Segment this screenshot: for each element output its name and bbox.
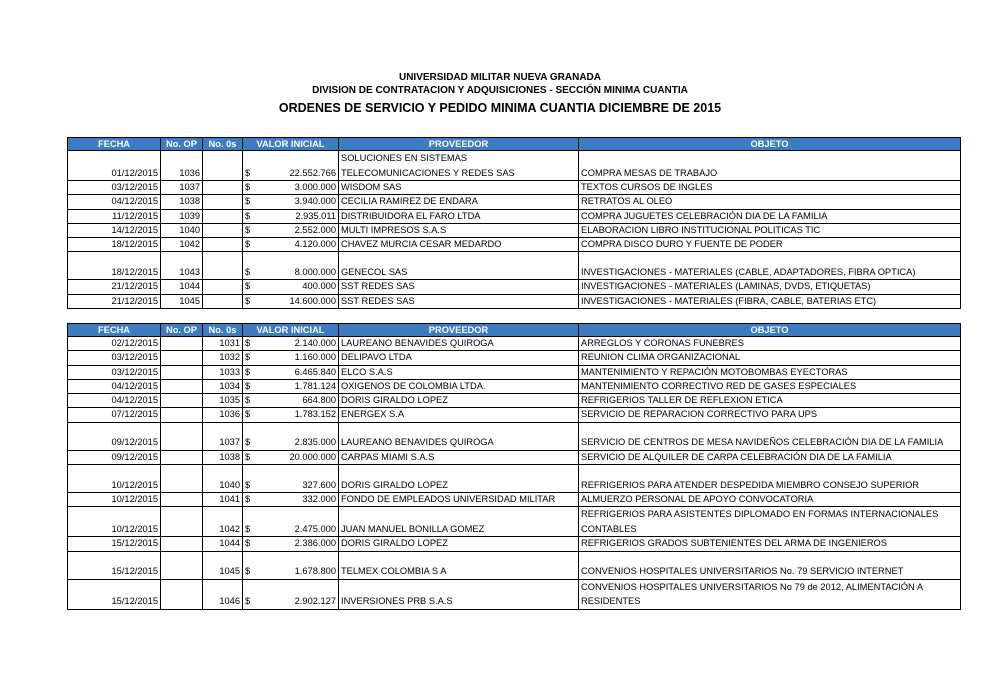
- cell-no-op: [161, 365, 203, 379]
- cell-no-op: [161, 551, 203, 579]
- cell-valor-inicial: [243, 252, 339, 280]
- cell-fecha: 10/12/2015: [68, 465, 161, 493]
- cell-proveedor: DORIS GIRALDO LOPEZ: [339, 394, 579, 408]
- cell-fecha: 09/12/2015: [68, 450, 161, 464]
- cell-no-op: [161, 450, 203, 464]
- cell-no-os: [203, 294, 243, 308]
- cell-no-op: 1043: [161, 252, 203, 280]
- cell-valor-inicial: [243, 379, 339, 393]
- cell-objeto: COMPRA DISCO DURO Y FUENTE DE PODER: [579, 238, 961, 252]
- currency-symbol: $: [245, 182, 251, 192]
- currency-symbol: $: [245, 196, 251, 207]
- cell-no-os: [203, 181, 243, 195]
- cell-no-op: 1042: [161, 238, 203, 252]
- currency-symbol: $: [245, 281, 251, 292]
- cell-no-op: 1045: [161, 294, 203, 308]
- document-title: ORDENES DE SERVICIO Y PEDIDO MINIMA CUANTIA DICIEMBRE DE 2015: [278, 101, 722, 115]
- cell-objeto: SERVICIO DE ALQUILER DE CARPA CELEBRACIÓN DIA DE LA FAMILIA: [579, 450, 961, 464]
- currency-symbol: $: [245, 366, 251, 377]
- table-body: [68, 151, 961, 309]
- cell-no-os: [203, 209, 243, 223]
- cell-no-os: [203, 195, 243, 209]
- table-row: [68, 209, 961, 223]
- cell-fecha: 18/12/2015: [68, 252, 161, 280]
- table-row: [68, 337, 961, 351]
- cell-objeto: REFRIGERIOS GRADOS SUBTENIENTES DEL ARMA DE INGENIEROS: [579, 537, 961, 551]
- table-row: [68, 422, 961, 450]
- cell-objeto: INVESTIGACIONES - MATERIALES (CABLE, ADAPTADORES, FIBRA OPTICA): [579, 252, 961, 280]
- cell-no-os: 1031: [203, 337, 243, 351]
- cell-valor-inicial: [243, 465, 339, 493]
- cell-fecha: 04/12/2015: [68, 195, 161, 209]
- amount-value: 2.475.000: [294, 524, 336, 535]
- cell-objeto: REFRIGERIOS PARA ASISTENTES DIPLOMADO EN FORMAS INTERNACIONALES CONTABLES: [579, 507, 961, 537]
- cell-proveedor: OXIGENOS DE COLOMBIA LTDA.: [339, 379, 579, 393]
- cell-valor-inicial: [243, 195, 339, 209]
- cell-fecha: 04/12/2015: [68, 379, 161, 393]
- cell-fecha: 21/12/2015: [68, 294, 161, 308]
- amount-value: 3.000.000: [294, 182, 336, 192]
- cell-no-op: [161, 465, 203, 493]
- cell-proveedor: MULTI IMPRESOS S.A.S: [339, 223, 579, 237]
- amount-value: 327.600: [302, 479, 336, 490]
- col-valor-inicial: VALOR INICIAL: [243, 324, 339, 337]
- cell-no-op: 1038: [161, 195, 203, 209]
- table-row: [68, 408, 961, 422]
- currency-symbol: $: [245, 380, 251, 391]
- currency-symbol: $: [245, 239, 251, 250]
- col-proveedor: PROVEEDOR: [339, 324, 579, 337]
- cell-fecha: 10/12/2015: [68, 507, 161, 537]
- cell-proveedor: ENERGEX S.A: [339, 408, 579, 422]
- cell-objeto: TEXTOS CURSOS DE INGLES: [579, 181, 961, 195]
- cell-no-op: [161, 493, 203, 507]
- cell-fecha: 10/12/2015: [68, 493, 161, 507]
- amount-value: 2.935.011: [295, 210, 336, 221]
- cell-fecha: 03/12/2015: [68, 351, 161, 365]
- cell-no-os: 1033: [203, 365, 243, 379]
- cell-valor-inicial: [243, 537, 339, 551]
- cell-valor-inicial: [243, 280, 339, 294]
- table-row: [68, 294, 961, 308]
- cell-no-op: [161, 394, 203, 408]
- cell-no-os: 1046: [203, 579, 243, 609]
- amount-value: 1.160.000: [294, 352, 336, 363]
- cell-no-op: [161, 408, 203, 422]
- table-row: [68, 238, 961, 252]
- col-no-op: No. OP: [161, 324, 203, 337]
- col-no-op: No. OP: [161, 138, 203, 151]
- cell-no-op: 1040: [161, 223, 203, 237]
- cell-fecha: 14/12/2015: [68, 223, 161, 237]
- cell-proveedor: DORIS GIRALDO LOPEZ: [339, 537, 579, 551]
- col-no-os: No. 0s: [203, 324, 243, 337]
- cell-fecha: 03/12/2015: [68, 181, 161, 195]
- table-row: [68, 181, 961, 195]
- cell-no-op: [161, 579, 203, 609]
- cell-no-op: 1037: [161, 181, 203, 195]
- cell-no-op: [161, 337, 203, 351]
- cell-objeto: SERVICIO DE CENTROS DE MESA NAVIDEÑOS CELEBRACIÓN DIA DE LA FAMILIA: [579, 422, 961, 450]
- amount-value: 2.552.000: [294, 224, 336, 235]
- division-title: DIVISION DE CONTRATACION Y ADQUISICIONES - SECCIÓN MINIMA CUANTIA: [312, 85, 688, 96]
- cell-proveedor: SST REDES SAS: [339, 280, 579, 294]
- cell-no-op: 1044: [161, 280, 203, 294]
- cell-proveedor: LAUREANO BENAVIDES QUIROGA: [339, 422, 579, 450]
- currency-symbol: $: [245, 338, 251, 348]
- table-row: [68, 551, 961, 579]
- cell-fecha: 15/12/2015: [68, 551, 161, 579]
- cell-no-os: 1044: [203, 537, 243, 551]
- cell-valor-inicial: [243, 422, 339, 450]
- cell-no-os: 1040: [203, 465, 243, 493]
- cell-valor-inicial: [243, 294, 339, 308]
- amount-value: 6.465.840: [294, 366, 336, 377]
- table-row: [68, 579, 961, 609]
- cell-objeto: MANTENIMIENTO CORRECTIVO RED DE GASES ESPECIALES: [579, 379, 961, 393]
- cell-valor-inicial: [243, 209, 339, 223]
- cell-fecha: 04/12/2015: [68, 394, 161, 408]
- cell-proveedor: TELMEX COLOMBIA S A: [339, 551, 579, 579]
- currency-symbol: $: [245, 267, 251, 278]
- cell-no-op: [161, 507, 203, 537]
- amount-value: 4.120.000: [294, 239, 336, 250]
- cell-fecha: 15/12/2015: [68, 579, 161, 609]
- cell-proveedor: SOLUCIONES EN SISTEMAS TELECOMUNICACIONES Y REDES SAS: [339, 151, 579, 181]
- cell-fecha: 01/12/2015: [68, 151, 161, 181]
- cell-no-op: [161, 351, 203, 365]
- cell-no-os: [203, 238, 243, 252]
- orders-table-op: [67, 137, 961, 309]
- currency-symbol: $: [245, 409, 251, 420]
- col-proveedor: PROVEEDOR: [339, 138, 579, 151]
- cell-valor-inicial: [243, 450, 339, 464]
- cell-proveedor: SST REDES SAS: [339, 294, 579, 308]
- cell-objeto: REUNION CLIMA ORGANIZACIONAL: [579, 351, 961, 365]
- cell-no-os: 1032: [203, 351, 243, 365]
- cell-objeto: RETRATOS AL OLEO: [579, 195, 961, 209]
- cell-objeto: MANTENIMIENTO Y REPACIÓN MOTOBOMBAS EYECTORAS: [579, 365, 961, 379]
- amount-value: 1.678.800: [294, 566, 336, 577]
- amount-value: 2.902.127: [294, 596, 336, 607]
- amount-value: 3.940.000: [294, 196, 336, 207]
- cell-proveedor: DELIPAVO LTDA: [339, 351, 579, 365]
- table-row: [68, 151, 961, 181]
- cell-no-os: 1037: [203, 422, 243, 450]
- cell-valor-inicial: [243, 181, 339, 195]
- cell-fecha: 11/12/2015: [68, 209, 161, 223]
- cell-no-op: [161, 422, 203, 450]
- cell-proveedor: WISDOM SAS: [339, 181, 579, 195]
- cell-valor-inicial: [243, 551, 339, 579]
- cell-proveedor: ELCO S.A.S: [339, 365, 579, 379]
- table-row: [68, 450, 961, 464]
- cell-objeto: ELABORACION LIBRO INSTITUCIONAL POLITICAS TIC: [579, 223, 961, 237]
- cell-no-os: 1034: [203, 379, 243, 393]
- currency-symbol: $: [245, 596, 251, 607]
- table-body: [68, 337, 961, 610]
- cell-fecha: 09/12/2015: [68, 422, 161, 450]
- cell-proveedor: DORIS GIRALDO LOPEZ: [339, 465, 579, 493]
- cell-no-op: 1039: [161, 209, 203, 223]
- cell-objeto: REFRIGERIOS TALLER DE REFLEXION ETICA: [579, 394, 961, 408]
- table-row: [68, 223, 961, 237]
- cell-proveedor: CECILIA RAMIREZ DE ENDARA: [339, 195, 579, 209]
- cell-valor-inicial: [243, 408, 339, 422]
- table-row: [68, 195, 961, 209]
- currency-symbol: $: [245, 167, 251, 178]
- cell-fecha: 03/12/2015: [68, 365, 161, 379]
- currency-symbol: $: [245, 566, 251, 577]
- currency-symbol: $: [245, 494, 251, 505]
- table-row: [68, 280, 961, 294]
- cell-objeto: ARREGLOS Y CORONAS FUNEBRES: [579, 337, 961, 351]
- cell-fecha: 18/12/2015: [68, 238, 161, 252]
- cell-objeto: INVESTIGACIONES - MATERIALES (FIBRA, CABLE, BATERIAS ETC): [579, 294, 961, 308]
- cell-valor-inicial: [243, 365, 339, 379]
- cell-proveedor: DISTRIBUIDORA EL FARO LTDA: [339, 209, 579, 223]
- cell-no-op: 1036: [161, 151, 203, 181]
- table-row: [68, 493, 961, 507]
- cell-valor-inicial: [243, 238, 339, 252]
- currency-symbol: $: [245, 524, 251, 535]
- cell-no-os: 1045: [203, 551, 243, 579]
- col-fecha: FECHA: [68, 324, 161, 337]
- amount-value: 1.783.152: [294, 409, 336, 420]
- cell-fecha: 21/12/2015: [68, 280, 161, 294]
- col-objeto: OBJETO: [579, 138, 961, 151]
- cell-fecha: 02/12/2015: [68, 337, 161, 351]
- amount-value: 2.140.000: [294, 338, 336, 348]
- currency-symbol: $: [245, 210, 251, 221]
- cell-valor-inicial: [243, 337, 339, 351]
- cell-objeto: REFRIGERIOS PARA ATENDER DESPEDIDA MIEMBRO CONSEJO SUPERIOR: [579, 465, 961, 493]
- amount-value: 8.000.000: [294, 267, 336, 278]
- cell-objeto: CONVENIOS HOSPITALES UNIVERSITARIOS No. 79 SERVICIO INTERNET: [579, 551, 961, 579]
- cell-fecha: 15/12/2015: [68, 537, 161, 551]
- cell-no-os: [203, 223, 243, 237]
- table-row: [68, 252, 961, 280]
- currency-symbol: $: [245, 224, 251, 235]
- table-row: [68, 379, 961, 393]
- amount-value: 2.386.000: [294, 538, 336, 549]
- currency-symbol: $: [245, 295, 251, 306]
- cell-valor-inicial: [243, 351, 339, 365]
- amount-value: 2.835.000: [294, 437, 336, 448]
- cell-fecha: 07/12/2015: [68, 408, 161, 422]
- table-row: [68, 507, 961, 537]
- amount-value: 1.781.124: [294, 380, 336, 391]
- cell-no-os: 1036: [203, 408, 243, 422]
- currency-symbol: $: [245, 352, 251, 363]
- cell-valor-inicial: [243, 223, 339, 237]
- cell-proveedor: LAUREANO BENAVIDES QUIROGA: [339, 337, 579, 351]
- table-row: [68, 465, 961, 493]
- amount-value: 20.000.000: [289, 451, 336, 462]
- cell-no-op: [161, 379, 203, 393]
- cell-objeto: COMPRA JUGUETES CELEBRACIÓN DIA DE LA FAMILIA: [579, 209, 961, 223]
- cell-proveedor: CARPAS MIAMI S.A.S: [339, 450, 579, 464]
- cell-valor-inicial: [243, 394, 339, 408]
- col-objeto: OBJETO: [579, 324, 961, 337]
- table-row: [68, 394, 961, 408]
- col-no-os: No. 0s: [203, 138, 243, 151]
- table-row: [68, 537, 961, 551]
- currency-symbol: $: [245, 395, 251, 406]
- amount-value: 14.600.000: [289, 295, 336, 306]
- cell-no-os: 1041: [203, 493, 243, 507]
- cell-proveedor: JUAN MANUEL BONILLA GOMEZ: [339, 507, 579, 537]
- cell-no-os: [203, 151, 243, 181]
- cell-no-os: 1042: [203, 507, 243, 537]
- cell-proveedor: CHAVEZ MURCIA CESAR MEDARDO: [339, 238, 579, 252]
- table-row: [68, 351, 961, 365]
- table-header: [68, 138, 961, 151]
- cell-no-os: 1035: [203, 394, 243, 408]
- table-row: [68, 365, 961, 379]
- cell-no-os: [203, 280, 243, 294]
- currency-symbol: $: [245, 538, 251, 549]
- amount-value: 332.000: [302, 494, 336, 505]
- cell-valor-inicial: [243, 579, 339, 609]
- cell-no-os: [203, 252, 243, 280]
- amount-value: 400.000: [302, 281, 336, 292]
- amount-value: 22.552.766: [289, 167, 336, 178]
- currency-symbol: $: [245, 451, 251, 462]
- cell-objeto: INVESTIGACIONES - MATERIALES (LAMINAS, DVDS, ETIQUETAS): [579, 280, 961, 294]
- cell-objeto: CONVENIOS HOSPITALES UNIVERSITARIOS No 79 de 2012, ALIMENTACIÓN A RESIDENTES: [579, 579, 961, 609]
- amount-value: 664.800: [302, 395, 336, 406]
- cell-no-os: 1038: [203, 450, 243, 464]
- cell-objeto: COMPRA MESAS DE TRABAJO: [579, 151, 961, 181]
- orders-table-os: [67, 323, 961, 610]
- currency-symbol: $: [245, 479, 251, 490]
- cell-no-op: [161, 537, 203, 551]
- cell-objeto: ALMUERZO PERSONAL DE APOYO CONVOCATORIA: [579, 493, 961, 507]
- cell-proveedor: INVERSIONES PRB S.A.S: [339, 579, 579, 609]
- col-fecha: FECHA: [68, 138, 161, 151]
- col-valor-inicial: VALOR INICIAL: [243, 138, 339, 151]
- cell-objeto: SERVICIO DE REPARACION CORRECTIVO PARA UPS: [579, 408, 961, 422]
- cell-proveedor: FONDO DE EMPLEADOS UNIVERSIDAD MILITAR: [339, 493, 579, 507]
- cell-valor-inicial: [243, 507, 339, 537]
- currency-symbol: $: [245, 437, 251, 448]
- university-title: UNIVERSIDAD MILITAR NUEVA GRANADA: [398, 72, 602, 83]
- cell-proveedor: GENECOL SAS: [339, 252, 579, 280]
- table-header: [68, 324, 961, 337]
- cell-valor-inicial: [243, 493, 339, 507]
- cell-valor-inicial: [243, 151, 339, 181]
